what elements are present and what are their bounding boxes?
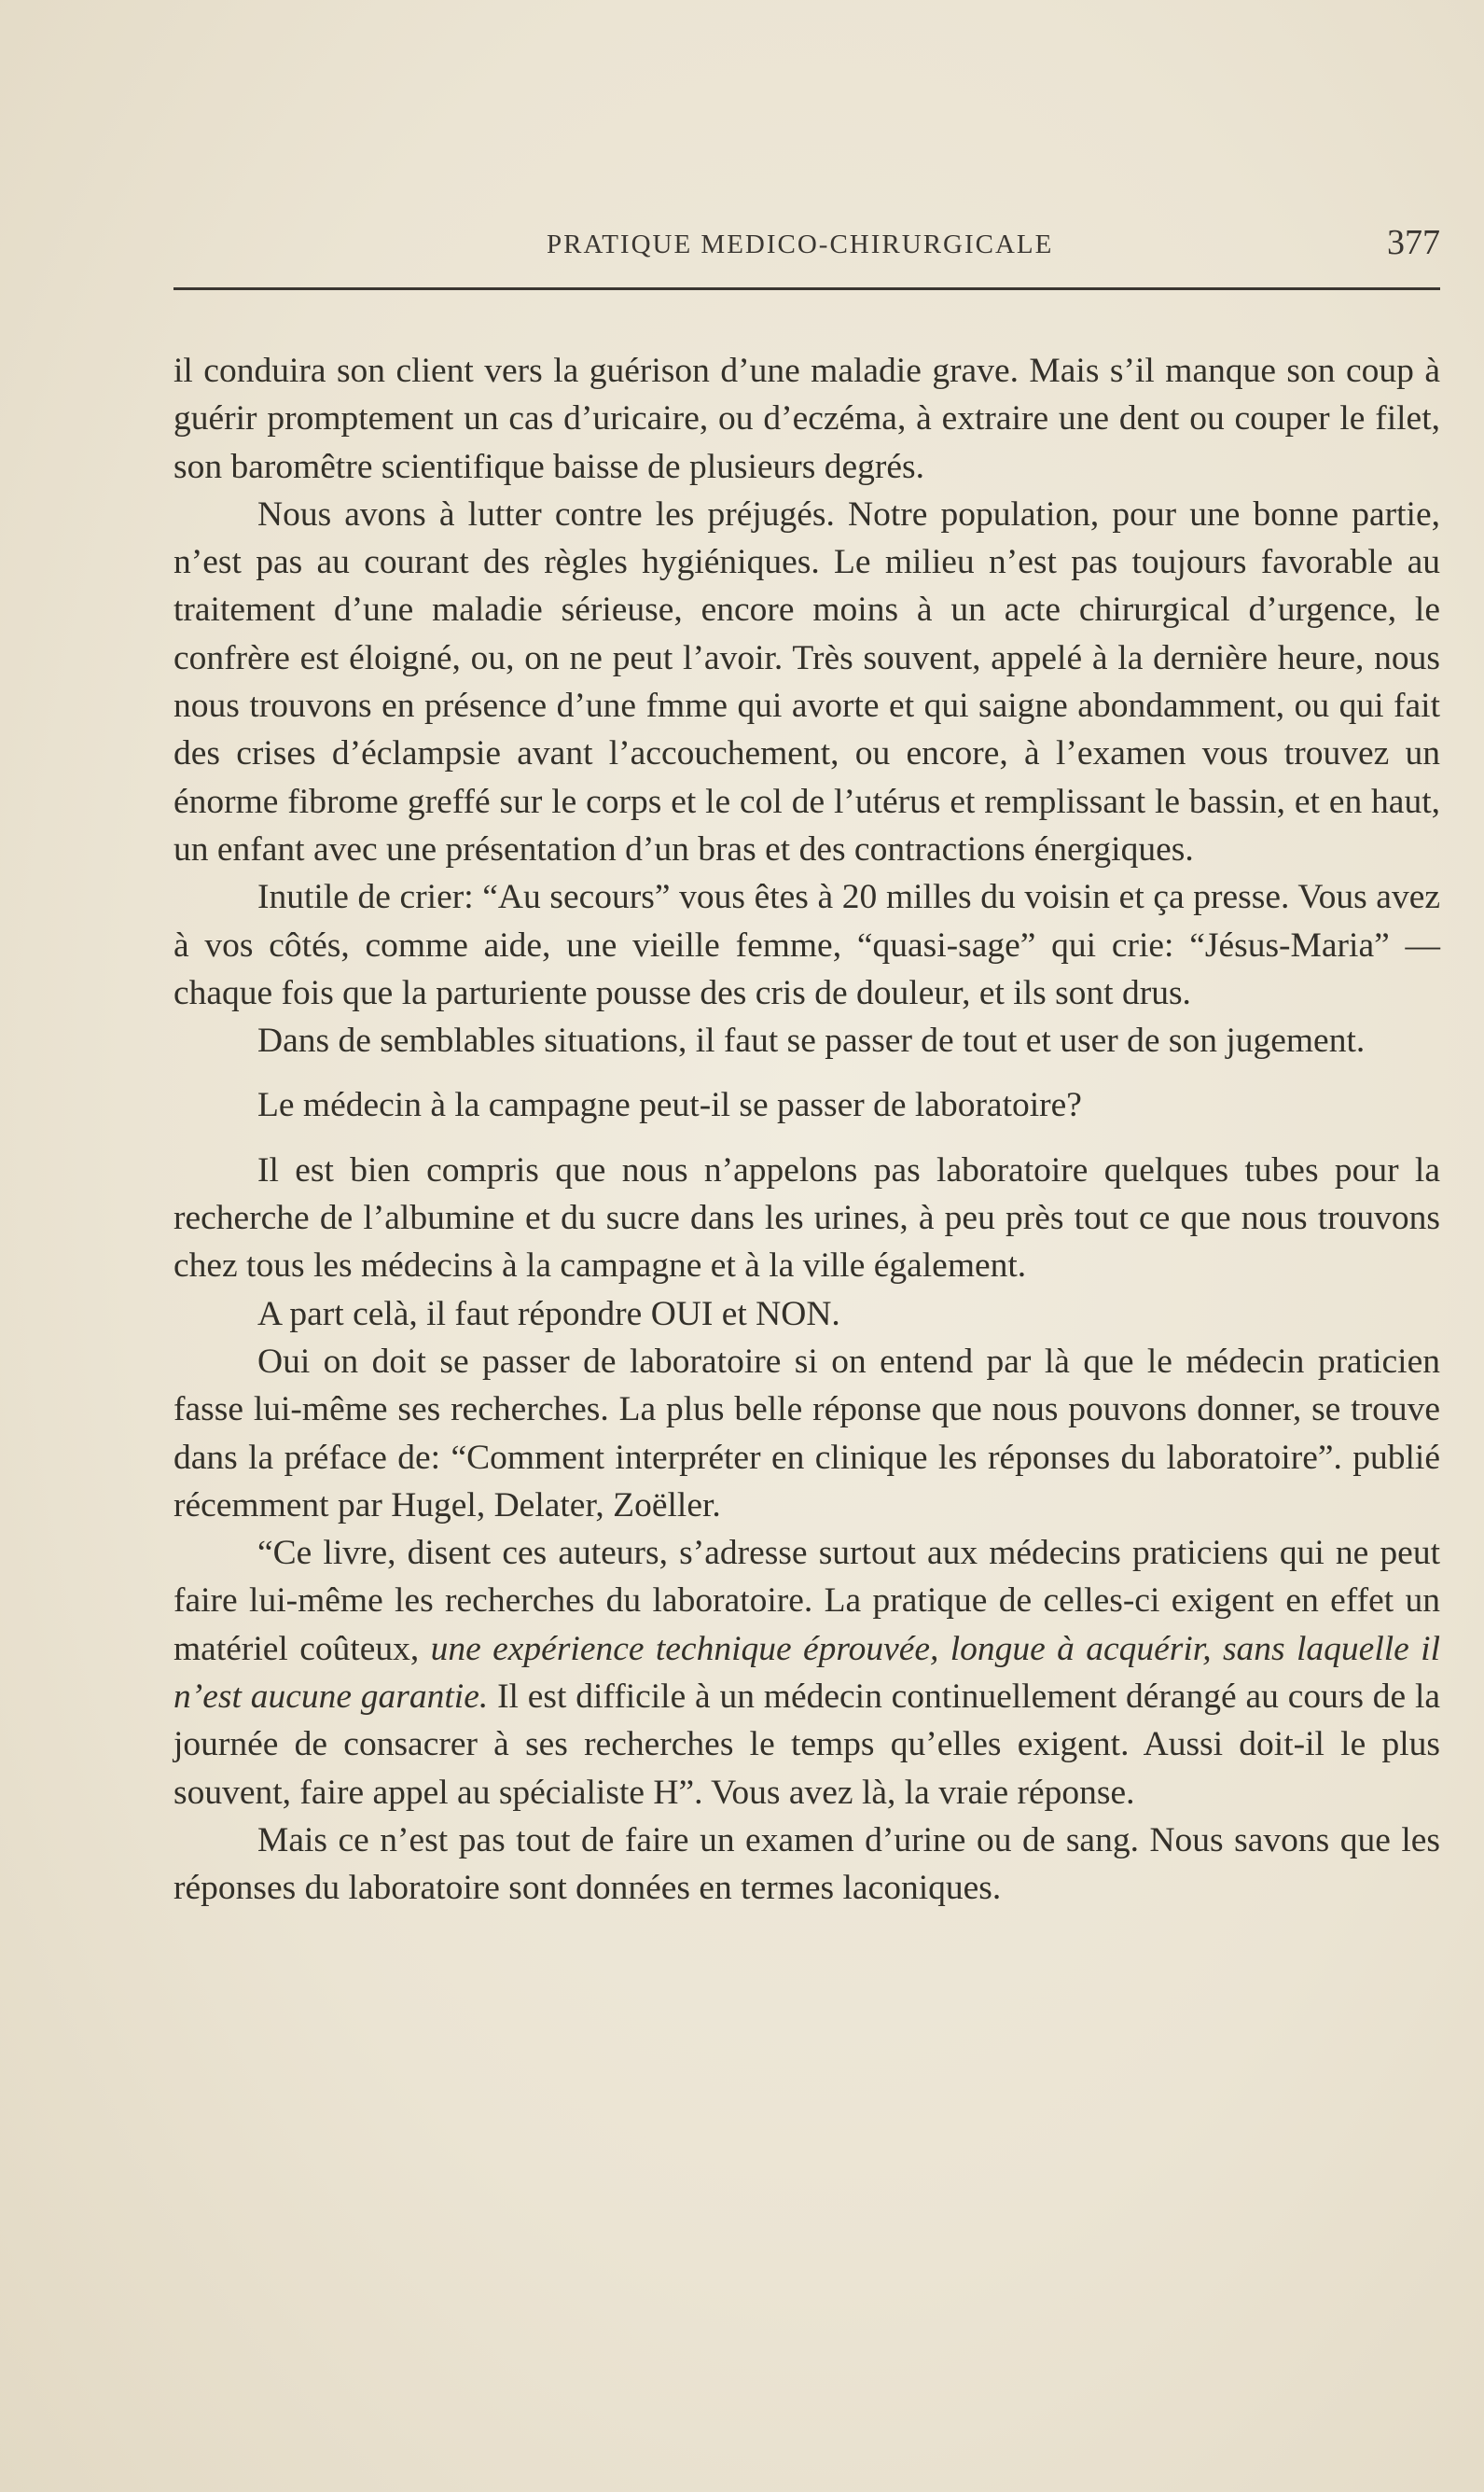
- paragraph: Nous avons à lutter contre les préjugés. Notre population, pour une bonne partie, n’est pas au courant des règles hygiéniques. Le milieu n’est pas toujours favorable au traitement d’une maladie sérieuse, encore moins à un acte chirurgical d’urgence, le confrère est éloigné, ou, on ne peut l’avoir. Très souvent, appelé à la dernière heure, nous nous trouvons en présence d’une fmme qui avorte et qui saigne abondamment, ou qui fait des crises d’éclampsie avant l’accouchement, ou encore, à l’examen vous trouvez un énorme fibrome greffé sur le corps et le col de l’utérus et remplissant le bassin, et en haut, un enfant avec une présentation d’un bras et des contractions énergiques.: [173, 494, 1440, 869]
- paragraph: Mais ce n’est pas tout de faire un examen d’urine ou de sang. Nous savons que les réponses du laboratoire sont données en termes laconiques.: [173, 1820, 1440, 1908]
- page-header: [173, 220, 1440, 290]
- paragraph: Oui on doit se passer de laboratoire si on entend par là que le médecin praticien fasse lui-même ses recherches. La plus belle réponse que nous pouvons donner, se trouve dans la préface de: “Comment interpréter en clinique les réponses du laboratoire”. publié récemment par Hugel, Delater, Zoëller.: [173, 1342, 1440, 1524]
- paragraph: A part celà, il faut répondre OUI et NON.: [257, 1294, 840, 1333]
- paragraph: Inutile de crier: “Au secours” vous êtes à 20 milles du voisin et ça presse. Vous avez à vos côtés, comme aide, une vieille femme, “quasi-sage” qui crie: “Jésus-Maria” — chaque fois que la parturiente pousse des cris de douleur, et ils sont drus.: [173, 878, 1440, 1012]
- paragraph: Il est bien compris que nous n’appelons pas laboratoire quelques tubes pour la recherche de l’albumine et du sucre dans les urines, à peu près tout ce que nous trouvons chez tous les médecins à la campagne et à la ville également.: [173, 1150, 1440, 1286]
- body-text: [173, 347, 1440, 1913]
- quote-text-continued: Il est difficile à un médecin continuellement dérangé au cours de la journée de consacrer à ses recherches le temps qu’elles exigent. Aussi doit-il le plus souvent, faire appel au spécialiste H”. Vous avez là, la vraie réponse.: [173, 1678, 1441, 1812]
- quote-paragraph: [173, 1529, 1440, 1817]
- paragraph: il conduira son client vers la guérison d’une maladie grave. Mais s’il manque son coup à guérir promptement un cas d’uricaire, ou d’eczéma, à extraire une dent ou couper le filet, son baromêtre scientifique baisse de plusieurs degrés.: [173, 352, 1440, 486]
- running-title: PRATIQUE MEDICO-CHIRURGICALE: [547, 230, 1054, 259]
- quote-italic-text: une expérience technique éprouvée, longue à acquérir, sans laquelle il n’est aucune garantie.: [173, 1629, 1440, 1717]
- quote-text: “Ce livre, disent ces auteurs, s’adresse surtout aux médecins praticiens qui ne peut faire lui-même les recherches du laboratoire. La pratique de celles-ci exigent en effet un matériel coûteux,: [173, 1534, 1440, 1668]
- page-number: 377: [1387, 223, 1440, 262]
- question-paragraph: Le médecin à la campagne peut-il se passer de laboratoire?: [257, 1086, 1082, 1125]
- paragraph: Dans de semblables situations, il faut se passer de tout et user de son jugement.: [257, 1022, 1366, 1061]
